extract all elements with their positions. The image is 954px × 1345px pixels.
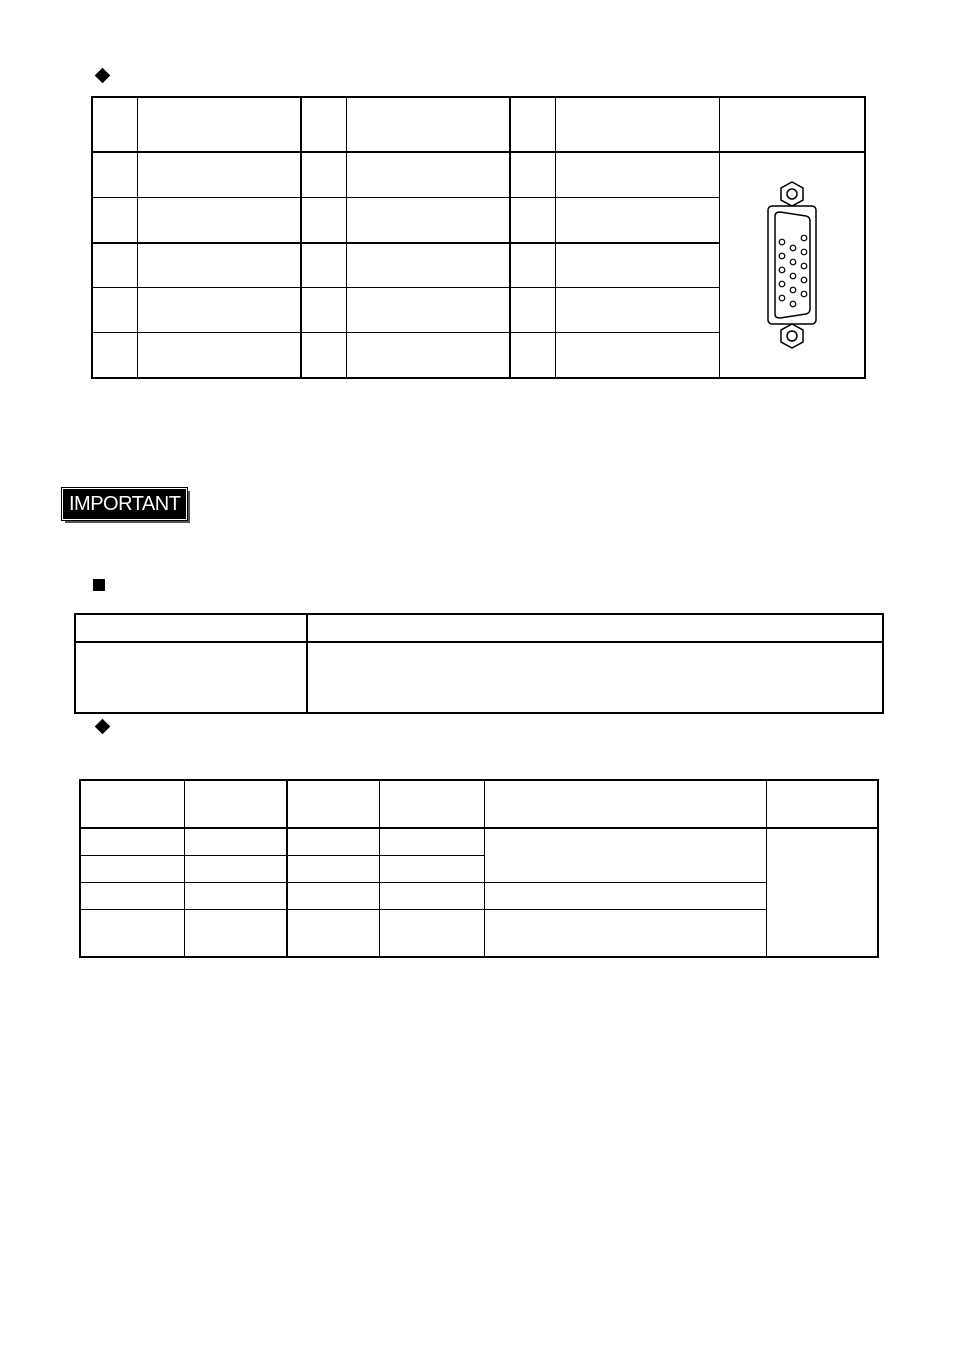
table-cell xyxy=(379,882,484,909)
signal-cell xyxy=(137,288,301,333)
signal-cell xyxy=(346,333,510,378)
section-marker-square xyxy=(93,579,105,591)
table-cell xyxy=(287,855,379,882)
signal-cell xyxy=(346,288,510,333)
table-cell xyxy=(484,828,766,882)
pin-number-cell xyxy=(301,152,346,197)
header-cell xyxy=(719,97,865,152)
pin-number-cell xyxy=(92,288,137,333)
header-cell xyxy=(92,97,137,152)
pin-number-cell xyxy=(510,152,555,197)
signal-cell xyxy=(137,152,301,197)
table-cell xyxy=(80,882,184,909)
header-cell xyxy=(287,780,379,828)
signal-cell xyxy=(137,197,301,242)
table-cell xyxy=(766,828,878,957)
pin-number-cell xyxy=(92,152,137,197)
table-cell xyxy=(484,909,766,957)
table-cell xyxy=(184,855,287,882)
signal-cell xyxy=(346,152,510,197)
important-badge: IMPORTANT xyxy=(62,488,187,520)
pin-number-cell xyxy=(510,197,555,242)
pin-number-cell xyxy=(301,288,346,333)
table-cell xyxy=(379,909,484,957)
table-cell xyxy=(80,855,184,882)
signal-cell xyxy=(346,197,510,242)
signal-cell xyxy=(555,152,719,197)
table-cell xyxy=(184,828,287,855)
table-cell xyxy=(379,855,484,882)
signal-cell xyxy=(555,197,719,242)
header-cell xyxy=(766,780,878,828)
table-cell xyxy=(484,882,766,909)
resolution-table xyxy=(79,779,879,958)
pin-number-cell xyxy=(510,243,555,288)
signal-cell xyxy=(555,288,719,333)
pin-number-cell xyxy=(92,333,137,378)
header-cell xyxy=(555,97,719,152)
pin-number-cell xyxy=(301,333,346,378)
spec-table xyxy=(74,613,884,714)
pin-number-cell xyxy=(510,288,555,333)
header-cell xyxy=(184,780,287,828)
pin-number-cell xyxy=(92,197,137,242)
signal-cell xyxy=(137,333,301,378)
section-marker-diamond xyxy=(95,719,111,735)
signal-cell xyxy=(555,243,719,288)
spec-label-cell xyxy=(75,642,307,713)
pin-number-cell xyxy=(92,243,137,288)
header-cell xyxy=(307,614,883,642)
table-cell xyxy=(80,828,184,855)
table-cell xyxy=(184,909,287,957)
connector-diagram-cell xyxy=(719,152,865,378)
header-cell xyxy=(137,97,301,152)
header-cell xyxy=(301,97,346,152)
header-cell xyxy=(80,780,184,828)
table-cell xyxy=(287,828,379,855)
pin-assignment-table xyxy=(91,96,866,379)
signal-cell xyxy=(346,243,510,288)
spec-value-cell xyxy=(307,642,883,713)
table-cell xyxy=(184,882,287,909)
header-cell xyxy=(75,614,307,642)
table-cell xyxy=(287,909,379,957)
header-cell xyxy=(379,780,484,828)
header-cell xyxy=(510,97,555,152)
pin-number-cell xyxy=(301,197,346,242)
vga-db15-connector-icon xyxy=(762,180,822,350)
table-cell xyxy=(287,882,379,909)
table-cell xyxy=(379,828,484,855)
signal-cell xyxy=(137,243,301,288)
pin-number-cell xyxy=(301,243,346,288)
header-cell xyxy=(484,780,766,828)
signal-cell xyxy=(555,333,719,378)
pin-number-cell xyxy=(510,333,555,378)
header-cell xyxy=(346,97,510,152)
section-marker-diamond xyxy=(95,68,111,84)
table-cell xyxy=(80,909,184,957)
